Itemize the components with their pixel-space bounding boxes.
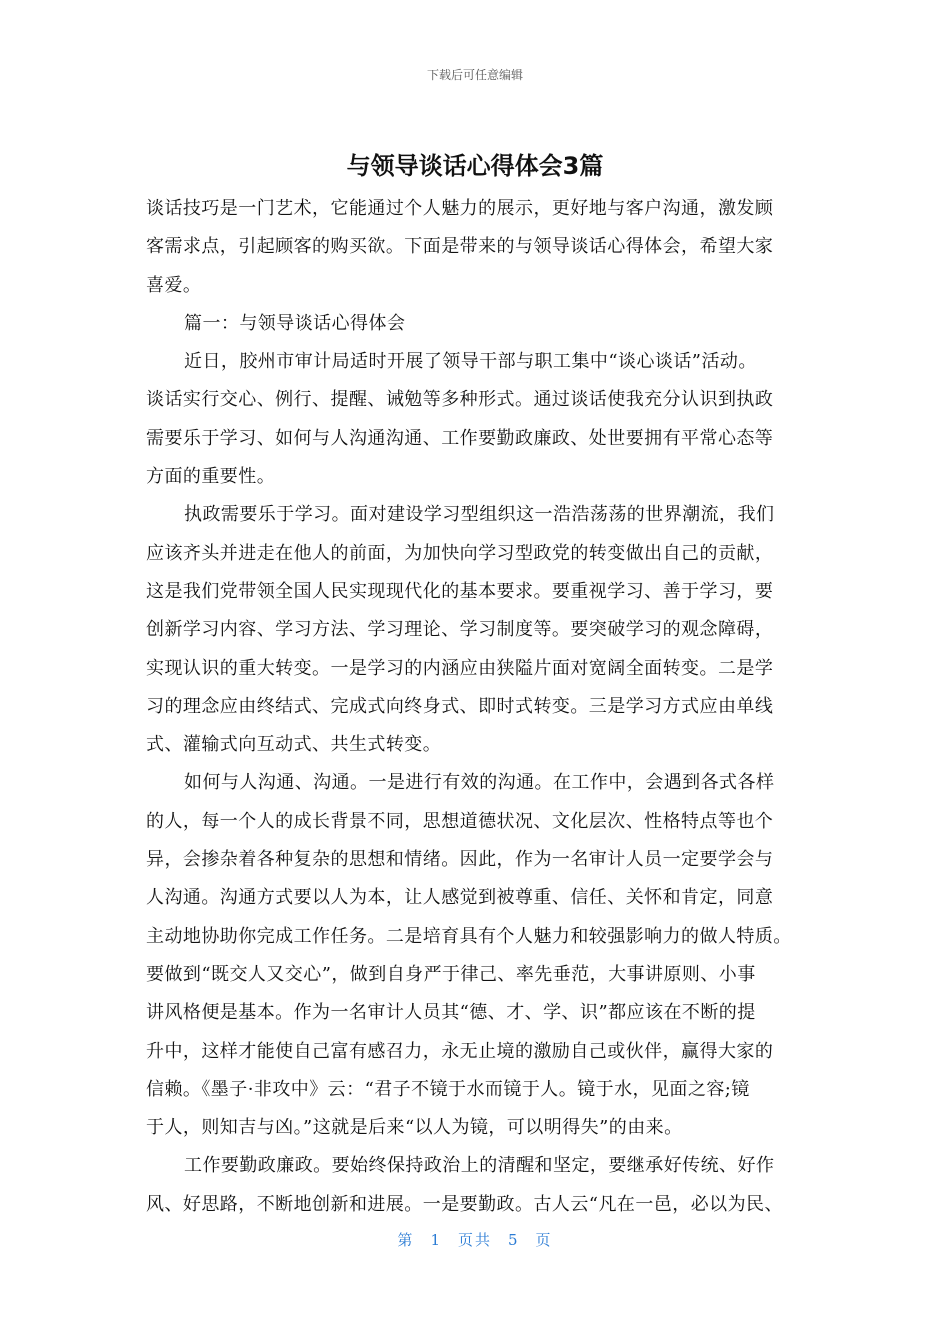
body-line: 于人，则知吉与凶。”这就是后来“以人为镜，可以明得失”的由来。 <box>146 1117 683 1139</box>
document-body <box>146 190 806 1224</box>
footer-label-first: 第 <box>397 1231 415 1249</box>
body-line: 讲风格便是基本。作为一名审计人员其“德、才、学、识”都应该在不断的提 <box>146 1002 756 1024</box>
body-line: 式、灌输式向互动式、共生式转变。 <box>146 734 442 756</box>
footer-page-number: 1 <box>430 1231 442 1249</box>
body-line: 近日，胶州市审计局适时开展了领导干部与职工集中“谈心谈话”活动。 <box>184 351 757 373</box>
body-line: 这是我们党带领全国人民实现现代化的基本要求。要重视学习、善于学习，要 <box>146 580 774 602</box>
body-line: 执政需要乐于学习。面对建设学习型组织这一浩浩荡荡的世界潮流，我们 <box>184 504 775 526</box>
section-heading: 篇一：与领导谈话心得体会 <box>184 312 406 334</box>
body-line: 异，会掺杂着各种复杂的思想和情绪。因此，作为一名审计人员一定要学会与 <box>146 849 774 871</box>
footer-label-last: 页 <box>535 1231 553 1249</box>
page-header: 下载后可任意编辑 <box>426 68 523 82</box>
body-line: 应该齐头并进走在他人的前面，为加快向学习型政党的转变做出自己的贡献， <box>146 542 774 564</box>
body-line: 创新学习内容、学习方法、学习理论、学习制度等。要突破学习的观念障碍， <box>146 619 774 641</box>
footer-label-mid: 页共 <box>457 1231 492 1249</box>
page-footer <box>0 1229 950 1250</box>
body-line: 主动地协助你完成工作任务。二是培育具有个人魅力和较强影响力的做人特质。 <box>146 925 792 947</box>
body-line: 谈话技巧是一门艺术，它能通过个人魅力的展示，更好地与客户沟通，激发顾 <box>146 198 774 219</box>
document-title: 与领导谈话心得体会3篇 <box>346 152 604 180</box>
body-line: 需要乐于学习、如何与人沟通沟通、工作要勤政廉政、处世要拥有平常心态等 <box>146 427 774 449</box>
body-line: 谈话实行交心、例行、提醒、诫勉等多种形式。通过谈话使我充分认识到执政 <box>146 389 774 411</box>
footer-total-pages: 5 <box>508 1231 520 1249</box>
body-line: 方面的重要性。 <box>146 466 276 488</box>
body-line: 实现认识的重大转变。一是学习的内涵应由狭隘片面对宽阔全面转变。二是学 <box>146 657 774 679</box>
body-line: 要做到“既交人又交心”，做到自身严于律己、率先垂范，大事讲原则、小事 <box>146 963 756 985</box>
body-line: 信赖。《墨子·非攻中》云：“君子不镜于水而镜于人。镜于水，见面之容;镜 <box>146 1078 750 1100</box>
body-line: 人沟通。沟通方式要以人为本，让人感觉到被尊重、信任、关怀和肯定，同意 <box>146 887 774 909</box>
body-line: 客需求点，引起顾客的购买欲。下面是带来的与领导谈话心得体会，希望大家 <box>146 236 774 258</box>
body-line: 升中，这样才能使自己富有感召力，永无止境的激励自己或伙伴，赢得大家的 <box>146 1040 774 1062</box>
body-line: 喜爱。 <box>146 274 202 296</box>
body-line: 如何与人沟通、沟通。一是进行有效的沟通。在工作中，会遇到各式各样 <box>184 772 775 794</box>
body-line: 习的理念应由终结式、完成式向终身式、即时式转变。三是学习方式应由单线 <box>146 695 774 717</box>
body-line: 工作要勤政廉政。要始终保持政治上的清醒和坚定，要继承好传统、好作 <box>184 1155 775 1177</box>
body-line: 风、好思路，不断地创新和进展。一是要勤政。古人云“凡在一邑，必以为民、 <box>146 1193 783 1215</box>
body-line: 的人，每一个人的成长背景不同，思想道德状况、文化层次、性格特点等也个 <box>146 810 774 832</box>
